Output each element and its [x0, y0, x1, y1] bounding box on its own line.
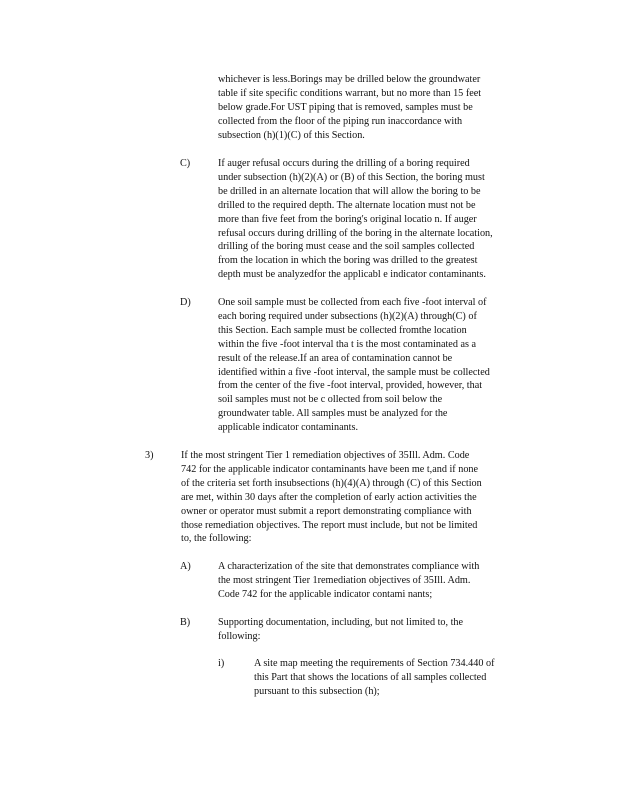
text-line: this Part that shows the locations of all samples collected — [254, 671, 487, 683]
item-3b-paragraph — [218, 616, 518, 644]
item-c-paragraph — [218, 157, 536, 282]
text-line: collected from the floor of the piping run inaccordance with — [218, 115, 463, 127]
text-line: from the center of the five -foot interval, provided, however, that — [218, 380, 483, 392]
item-3-paragraph — [181, 449, 536, 546]
text-line: to, the following: — [181, 533, 252, 545]
item-d-label: D) — [180, 297, 191, 308]
text-line: applicable indicator contaminants. — [218, 422, 359, 434]
text-line: One soil sample must be collected from each five -foot interval of — [218, 297, 487, 308]
text-line: pursuant to this subsection (h); — [254, 685, 380, 697]
text-line: If auger refusal occurs during the drilling of a boring required — [218, 158, 470, 169]
text-line: under subsection (h)(2)(A) or (B) of this Section, the boring must — [218, 171, 485, 183]
text-line: of the criteria set forth insubsections (h)(4)(A) through (C) of this Section — [181, 477, 482, 489]
item-3a-label: A) — [180, 561, 191, 572]
text-line: soil samples must not be c ollected from soil below the — [218, 394, 443, 406]
text-line: depth must be analyzedfor the applicabl e indicator contaminants. — [218, 269, 486, 281]
text-line: each boring required under subsections (h)(2)(A) through(C) of — [218, 310, 477, 322]
text-line: If the most stringent Tier 1 remediation objectives of 35Ill. Adm. Code — [181, 450, 470, 461]
text-line: following: — [218, 630, 261, 642]
text-line: are met, within 30 days after the completion of early action activities the — [181, 491, 477, 503]
text-line: Supporting documentation, including, but not limited to, the — [218, 617, 464, 628]
item-3b-i-paragraph — [254, 657, 539, 699]
text-line: below grade.For UST piping that is removed, samples must be — [218, 101, 473, 113]
text-line: 742 for the applicable indicator contaminants have been me t,and if none — [181, 463, 479, 475]
text-line: A site map meeting the requirements of Section 734.440 of — [254, 658, 495, 669]
text-line: A characterization of the site that demonstrates compliance with — [218, 561, 480, 572]
item-3b-label: B) — [180, 617, 191, 628]
item-3b-i-label: i) — [218, 658, 225, 669]
text-line: table if site specific conditions warrant, but no more than 15 feet — [218, 87, 482, 99]
item-3-label: 3) — [145, 450, 154, 461]
intro-paragraph — [218, 73, 526, 143]
text-line: those remediation objectives. The report must include, but not be limited — [181, 519, 478, 531]
text-line: whichever is less.Borings may be drilled below the groundwater — [218, 74, 481, 85]
text-line: within the five -foot interval tha t is the most contaminated as a — [218, 338, 477, 350]
text-line: result of the release.If an area of contamination cannot be — [218, 352, 453, 364]
text-line: identified within a five -foot interval, the sample must be collected — [218, 366, 490, 378]
text-line: groundwater table. All samples must be analyzed for the — [218, 408, 448, 420]
text-line: Code 742 for the applicable indicator contami nants; — [218, 588, 433, 600]
text-line: subsection (h)(1)(C) of this Section. — [218, 129, 365, 141]
text-line: the most stringent Tier 1remediation objectives of 35Ill. Adm. — [218, 574, 471, 586]
item-d-paragraph — [218, 296, 536, 435]
text-line: be drilled in an alternate location that will allow the boring to be — [218, 185, 481, 197]
text-line: drilled to the required depth. The alternate location must not be — [218, 199, 476, 211]
text-line: refusal occurs during drilling of the boring in the alternate location, — [218, 227, 493, 239]
text-line: drilling of the boring must cease and the soil samples collected — [218, 241, 475, 253]
text-line: owner or operator must submit a report demonstrating compliance with — [181, 505, 472, 517]
text-line: this Section. Each sample must be collected fromthe location — [218, 324, 467, 336]
text-line: from the location in which the boring was drilled to the greatest — [218, 255, 478, 267]
item-3a-paragraph — [218, 560, 530, 602]
text-line: more than five feet from the boring's original locatio n. If auger — [218, 213, 477, 225]
item-c-label: C) — [180, 158, 191, 169]
